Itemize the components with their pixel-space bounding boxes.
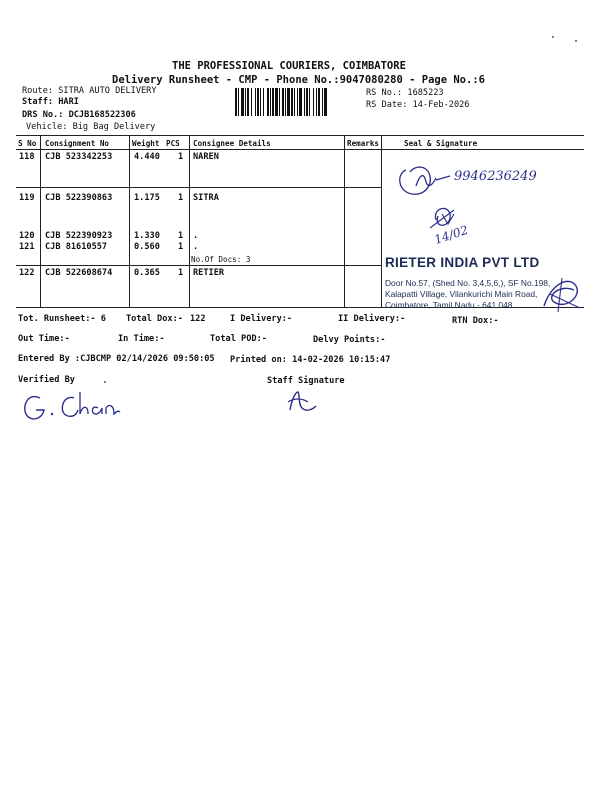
- table-top-rule: [16, 135, 584, 136]
- col-divider: [129, 135, 130, 307]
- row-120-sno: 120: [19, 231, 35, 241]
- row-122-pcs: 1: [178, 268, 184, 278]
- barcode: [235, 88, 361, 116]
- row-120-consignment: CJB 522390923: [45, 231, 113, 241]
- row-118-consignee: NAREN: [193, 152, 219, 162]
- header-seal: Seal & Signature: [404, 139, 478, 148]
- col-divider: [381, 135, 382, 307]
- stamp-address-line2: Kalapatti Village, Vilankurichi Main Road,: [385, 289, 538, 299]
- row-120-weight: 1.330: [134, 231, 160, 241]
- total-dox-label: Total Dox:-: [126, 314, 183, 324]
- handwritten-phone: 9946236249: [454, 169, 537, 184]
- row-119-weight: 1.175: [134, 193, 160, 203]
- staff-signature-label: Staff Signature: [267, 376, 345, 386]
- row-119-pcs: 1: [178, 193, 184, 203]
- stamp-signature-scribble: [540, 272, 586, 316]
- row-divider: [16, 265, 381, 266]
- total-pod: Total POD:-: [210, 334, 267, 344]
- row-divider: [16, 187, 381, 188]
- verified-by-label: Verified By: [18, 375, 75, 385]
- out-time: Out Time:-: [18, 334, 70, 344]
- stamp-company: RIETER INDIA PVT LTD: [385, 255, 540, 270]
- row-121-consignment: CJB 81610557: [45, 242, 108, 252]
- row-122-consignment: CJB 522608674: [45, 268, 113, 278]
- row-119-consignment: CJB 522390863: [45, 193, 113, 203]
- row-120-consignee: .: [193, 231, 199, 241]
- route-label: Route: SITRA AUTO DELIVERY: [22, 86, 157, 96]
- ii-delivery: II Delivery:-: [338, 314, 406, 324]
- total-dox-value: 122: [190, 314, 206, 324]
- header-consignment: Consignment No: [45, 139, 110, 148]
- rs-number: RS No.: 1685223: [366, 88, 444, 98]
- header-sno: S No: [18, 139, 37, 148]
- tot-runsheet: Tot. Runsheet:- 6: [18, 314, 106, 324]
- staff-signature: [284, 388, 324, 414]
- col-divider: [189, 135, 190, 307]
- drs-number: DRS No.: DCJB168522306: [22, 110, 136, 120]
- row-121-weight: 0.560: [134, 242, 160, 252]
- row-121-sno: 121: [19, 242, 35, 252]
- table-header-rule: [16, 149, 584, 150]
- handwritten-date: 14/02: [432, 222, 470, 247]
- header-pcs: PCS: [166, 139, 180, 148]
- verifier-signature: [18, 388, 128, 424]
- stamp-address-line3: Coimbatore, Tamil Nadu - 641 048.: [385, 300, 515, 310]
- row-122-sno: 122: [19, 268, 35, 278]
- header-weight: Weight: [132, 139, 160, 148]
- row-119-sno: 119: [19, 193, 35, 203]
- printed-on: Printed on: 14-02-2026 10:15:47: [230, 355, 391, 365]
- row-122-weight: 0.365: [134, 268, 160, 278]
- handwritten-phone-signature: [392, 152, 572, 200]
- handwritten-initials-date: [428, 202, 498, 252]
- company-title: THE PROFESSIONAL COURIERS, COIMBATORE: [172, 60, 406, 72]
- in-time: In Time:-: [118, 334, 165, 344]
- row-118-weight: 4.440: [134, 152, 160, 162]
- rs-date: RS Date: 14-Feb-2026: [366, 100, 470, 110]
- row-122-consignee: RETIER: [193, 268, 225, 278]
- entered-by: Entered By :CJBCMP 02/14/2026 09:50:05: [18, 354, 215, 364]
- runsheet-title: Delivery Runsheet - CMP - Phone No.:9047080280 - Page No.:6: [112, 74, 485, 86]
- delvy-points: Delvy Points:-: [313, 335, 386, 345]
- scan-speck: [104, 381, 106, 383]
- row-121-pcs: 1: [178, 242, 184, 252]
- row-118-consignment: CJB 523342253: [45, 152, 113, 162]
- stamp-address-line1: Door No.57, (Shed No. 3,4,5,6,), SF No.198,: [385, 278, 551, 288]
- staff-label: Staff: HARI: [22, 97, 79, 107]
- col-divider: [344, 135, 345, 307]
- header-consignee: Consignee Details: [193, 139, 271, 148]
- row-118-pcs: 1: [178, 152, 184, 162]
- rtn-dox: RTN Dox:-: [452, 316, 499, 326]
- row-121-consignee: .: [193, 242, 199, 252]
- i-delivery: I Delivery:-: [230, 314, 293, 324]
- row-120-pcs: 1: [178, 231, 184, 241]
- header-remarks: Remarks: [347, 139, 380, 148]
- col-divider: [40, 135, 41, 307]
- no-of-docs: No.Of Docs: 3: [191, 255, 251, 264]
- scan-speck: [552, 36, 554, 38]
- row-119-consignee: SITRA: [193, 193, 219, 203]
- vehicle-label: Vehicle: Big Bag Delivery: [26, 122, 156, 132]
- barcode-bar: [327, 88, 328, 116]
- row-118-sno: 118: [19, 152, 35, 162]
- scan-speck: [575, 40, 577, 42]
